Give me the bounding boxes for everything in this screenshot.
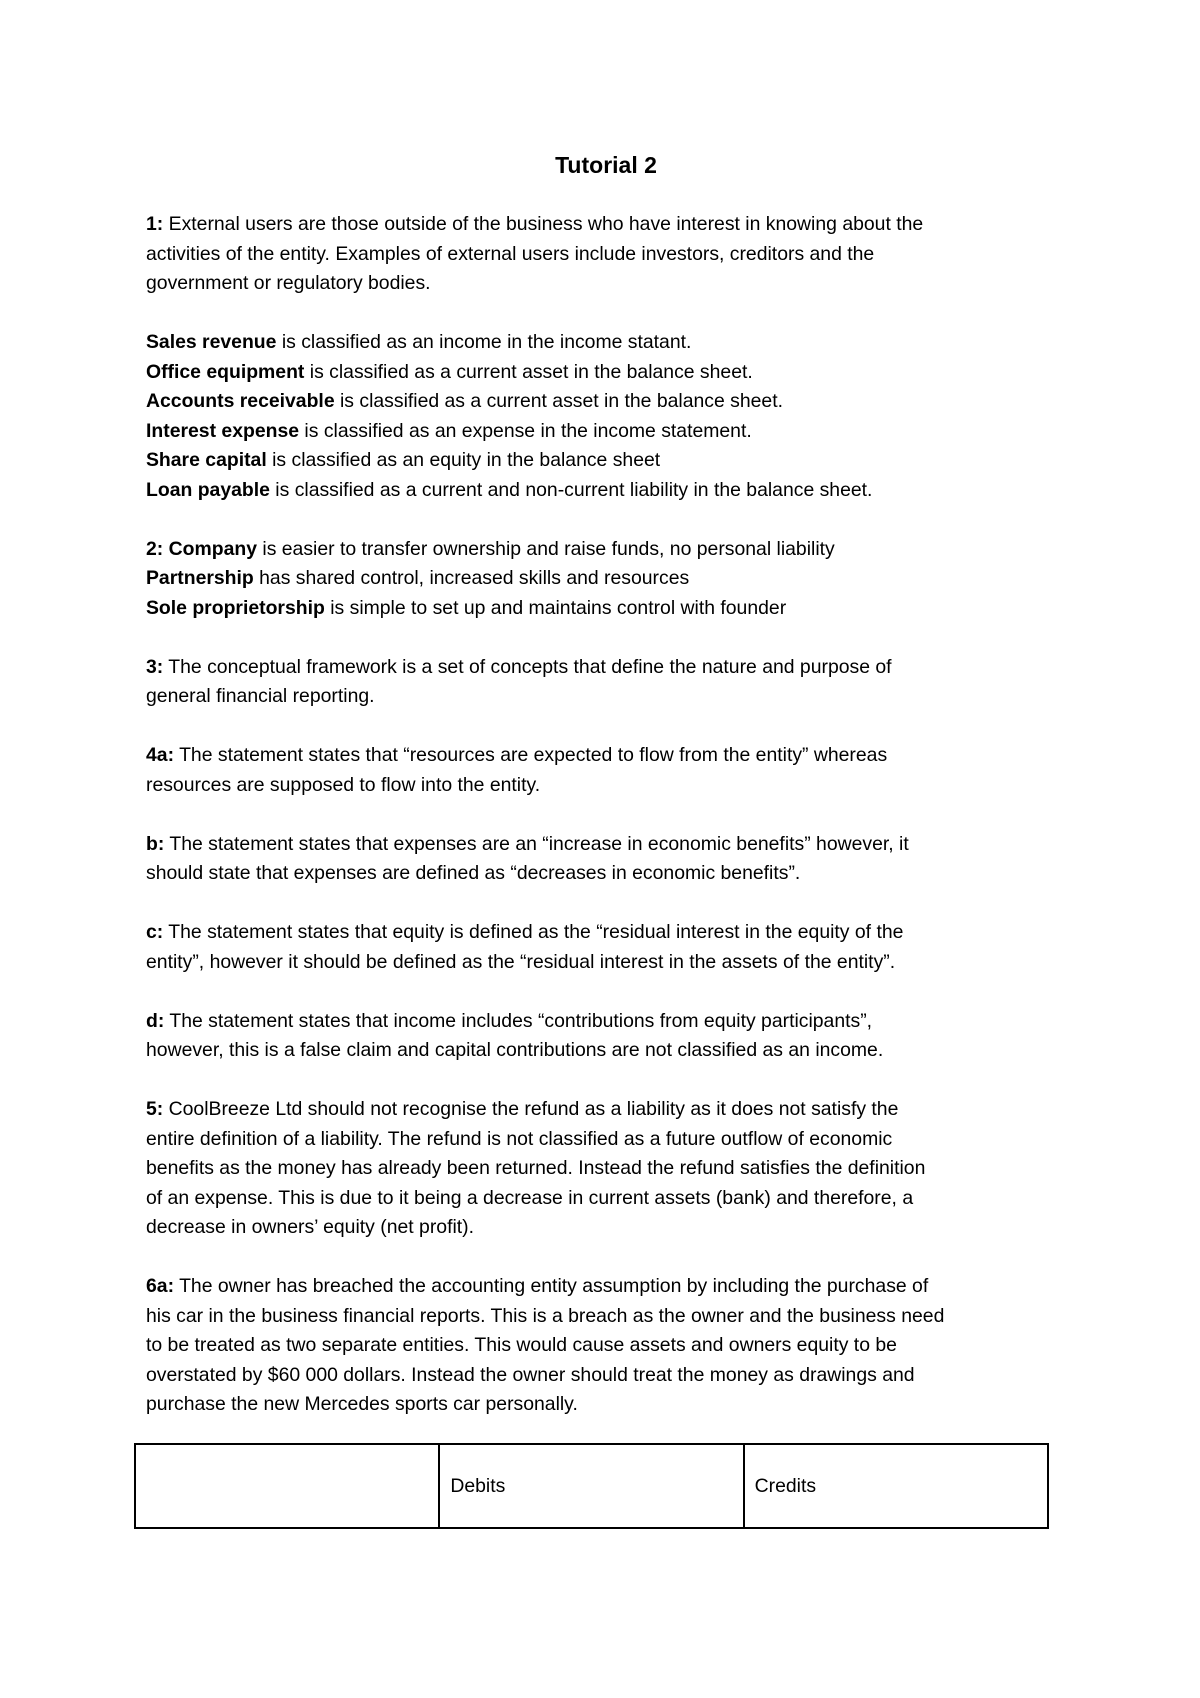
page-title: Tutorial 2 [555, 152, 657, 178]
classification-text: is classified as an income in the income statant. [276, 331, 692, 353]
table-row [135, 1444, 1048, 1528]
table-header-credits: Credits [744, 1444, 1048, 1528]
document-body [146, 210, 1066, 1449]
classification-text: is classified as an expense in the income statement. [299, 419, 752, 442]
answer-3-label: 3: [146, 655, 164, 678]
classification-term: Loan payable [146, 478, 270, 501]
answer-1-label: 1: [146, 213, 164, 235]
answer-4d-line-2: however, this is a false claim and capital contributions are not classified as an income. [146, 1039, 884, 1061]
answer-6a-text-1: The owner has breached the accounting entity assumption by including the purchase of [174, 1275, 929, 1297]
classification-text: is classified as a current asset in the balance sheet. [304, 360, 753, 383]
answer-4d-line-1 [146, 1007, 1066, 1037]
answer-5 [146, 1095, 1066, 1243]
classification-item [146, 446, 1066, 476]
answer-4a [146, 741, 1066, 800]
answer-4b-text-1: The statement states that expenses are an “increase in economic benefits” however, it [164, 832, 909, 855]
answer-2 [146, 535, 1066, 624]
answer-2-item [146, 535, 1066, 565]
answer-4c-label: c: [146, 921, 164, 943]
answer-6a-line-2: his car in the business financial reports. This is a breach as the owner and the business need [146, 1304, 945, 1327]
answer-5-line-4: of an expense. This is due to it being a decrease in current assets (bank) and therefore, a [146, 1186, 914, 1209]
classification-term: Share capital [146, 449, 267, 471]
classification-term: Sales revenue [146, 331, 277, 353]
answer-6a-line-3: to be treated as two separate entities. This would cause assets and owners equity to be [146, 1334, 897, 1356]
answer-4b-label: b: [146, 832, 165, 855]
classification-list [146, 328, 1066, 505]
answer-4d [146, 1007, 1066, 1066]
answer-4a-line-1 [146, 741, 1066, 771]
answer-2-term: Company [168, 537, 257, 560]
answer-2-term: Partnership [146, 567, 254, 589]
answer-2-term: Sole proprietorship [146, 596, 325, 619]
answer-4c-line-1 [146, 918, 1066, 948]
answer-2-label: 2: [146, 537, 164, 560]
classification-item [146, 476, 1066, 506]
answer-5-text-1: CoolBreeze Ltd should not recognise the refund as a liability as it does not satisfy the [163, 1098, 899, 1120]
classification-term: Accounts receivable [146, 390, 335, 412]
answer-4c-line-2: entity”, however it should be defined as the “residual interest in the assets of the entity”. [146, 950, 896, 973]
answer-4d-label: d: [146, 1009, 165, 1032]
answer-6a [146, 1272, 1066, 1420]
answer-3-line-2: general financial reporting. [146, 685, 375, 707]
answer-3 [146, 653, 1066, 712]
answer-4a-line-2: resources are supposed to flow into the entity. [146, 773, 541, 796]
answer-4a-label: 4a: [146, 744, 175, 766]
answer-4c [146, 918, 1066, 977]
classification-text: is classified as an equity in the balance sheet [266, 449, 661, 471]
answer-4a-text-1: The statement states that “resources are expected to flow from the entity” whereas [174, 744, 888, 766]
answer-1-line-2: activities of the entity. Examples of external users include investors, creditors and the [146, 242, 875, 265]
answer-4b-line-1 [146, 830, 1066, 860]
classification-term: Office equipment [146, 360, 305, 383]
debits-credits-table [134, 1443, 1049, 1529]
answer-6a-line-1 [146, 1272, 1066, 1302]
answer-6a-line-4: overstated by $60 000 dollars. Instead the owner should treat the money as drawings and [146, 1363, 915, 1386]
answer-5-line-3: benefits as the money has already been returned. Instead the refund satisfies the definition [146, 1157, 926, 1179]
answer-1-text-1: External users are those outside of the business who have interest in knowing about the [168, 213, 924, 235]
answer-1-line-1 [146, 210, 1066, 240]
answer-2-item [146, 594, 1066, 624]
classification-term: Interest expense [146, 419, 300, 442]
answer-2-item [146, 564, 1066, 594]
classification-item [146, 328, 1066, 358]
table-cell-blank [135, 1444, 439, 1528]
answer-3-line-1 [146, 653, 1066, 683]
answer-4c-text-1: The statement states that equity is defined as the “residual interest in the equity of the [163, 921, 904, 943]
answer-6a-label: 6a: [146, 1275, 175, 1297]
answer-4b-line-2: should state that expenses are defined as “decreases in economic benefits”. [146, 862, 801, 884]
answer-5-label: 5: [146, 1098, 164, 1120]
classification-item [146, 387, 1066, 417]
classification-item [146, 358, 1066, 388]
answer-5-line-2: entire definition of a liability. The refund is not classified as a future outflow of economic [146, 1127, 893, 1150]
answer-1 [146, 210, 1066, 299]
answer-5-line-1 [146, 1095, 1066, 1125]
answer-4b [146, 830, 1066, 889]
answer-6a-line-5: purchase the new Mercedes sports car personally. [146, 1393, 578, 1415]
answer-2-text: is simple to set up and maintains control with founder [324, 596, 787, 619]
answer-2-text: has shared control, increased skills and resources [253, 567, 690, 589]
classification-item [146, 417, 1066, 447]
table-header-debits: Debits [439, 1444, 743, 1528]
answer-3-text-1: The conceptual framework is a set of concepts that define the nature and purpose of [163, 655, 892, 678]
answer-2-text: is easier to transfer ownership and raise funds, no personal liability [257, 537, 835, 560]
classification-text: is classified as a current asset in the balance sheet. [334, 390, 783, 412]
answer-5-line-5: decrease in owners’ equity (net profit). [146, 1216, 475, 1238]
answer-1-line-3: government or regulatory bodies. [146, 272, 431, 294]
classification-text: is classified as a current and non-current liability in the balance sheet. [269, 478, 873, 501]
answer-4d-text-1: The statement states that income includes “contributions from equity participants”, [164, 1009, 873, 1032]
